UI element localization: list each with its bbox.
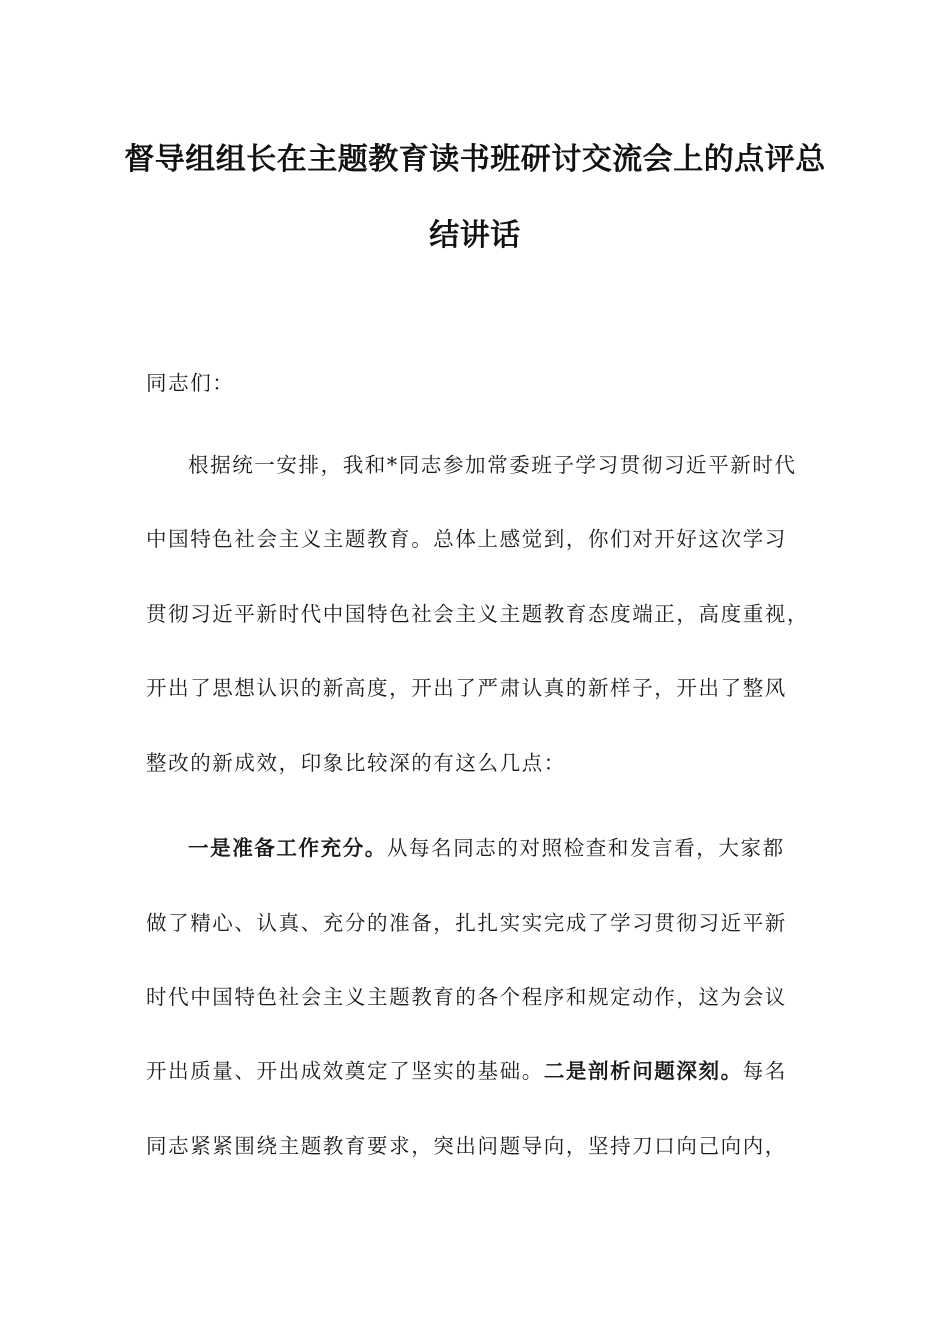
- paragraph-2-line-4-pre: 开出质量、开出成效奠定了坚实的基础。: [146, 1059, 544, 1083]
- paragraph-1-line-2: 中国特色社会主义主题教育。总体上感觉到，你们对开好这次学习: [146, 527, 787, 551]
- document-title-line-1: 督导组组长在主题教育读书班研讨交流会上的点评总: [124, 142, 826, 177]
- point-2-heading: 二是剖析问题深刻。: [543, 1059, 743, 1083]
- paragraph-2-line-5: 同志紧紧围绕主题教育要求，突出问题导向，坚持刀口向己向内，: [146, 1134, 787, 1158]
- paragraph-2-line-1: [188, 831, 806, 861]
- point-1-heading: 一是准备工作充分。: [188, 836, 387, 860]
- document-title-line-2: 结讲话: [429, 218, 521, 253]
- paragraph-2-line-3: 时代中国特色社会主义主题教育的各个程序和规定动作，这为会议: [146, 985, 787, 1009]
- paragraph-1-line-4: 开出了思想认识的新高度，开出了严肃认真的新样子，开出了整风: [146, 676, 787, 700]
- paragraph-2-line-2: 做了精心、认真、充分的准备，扎扎实实完成了学习贯彻习近平新: [146, 911, 787, 935]
- paragraph-2-line-1-text: 从每名同志的对照检查和发言看，大家都: [386, 836, 785, 860]
- salutation: 同志们：: [146, 371, 235, 395]
- paragraph-2-line-4: [146, 1054, 806, 1084]
- paragraph-1-line-1: 根据统一安排，我和*同志参加常委班子学习贯彻习近平新时代: [188, 453, 797, 477]
- paragraph-1-line-5: 整改的新成效，印象比较深的有这么几点：: [146, 751, 566, 775]
- paragraph-2-line-4-post: 每名: [742, 1059, 787, 1083]
- paragraph-1-line-3: 贯彻习近平新时代中国特色社会主义主题教育态度端正，高度重视，: [146, 602, 809, 626]
